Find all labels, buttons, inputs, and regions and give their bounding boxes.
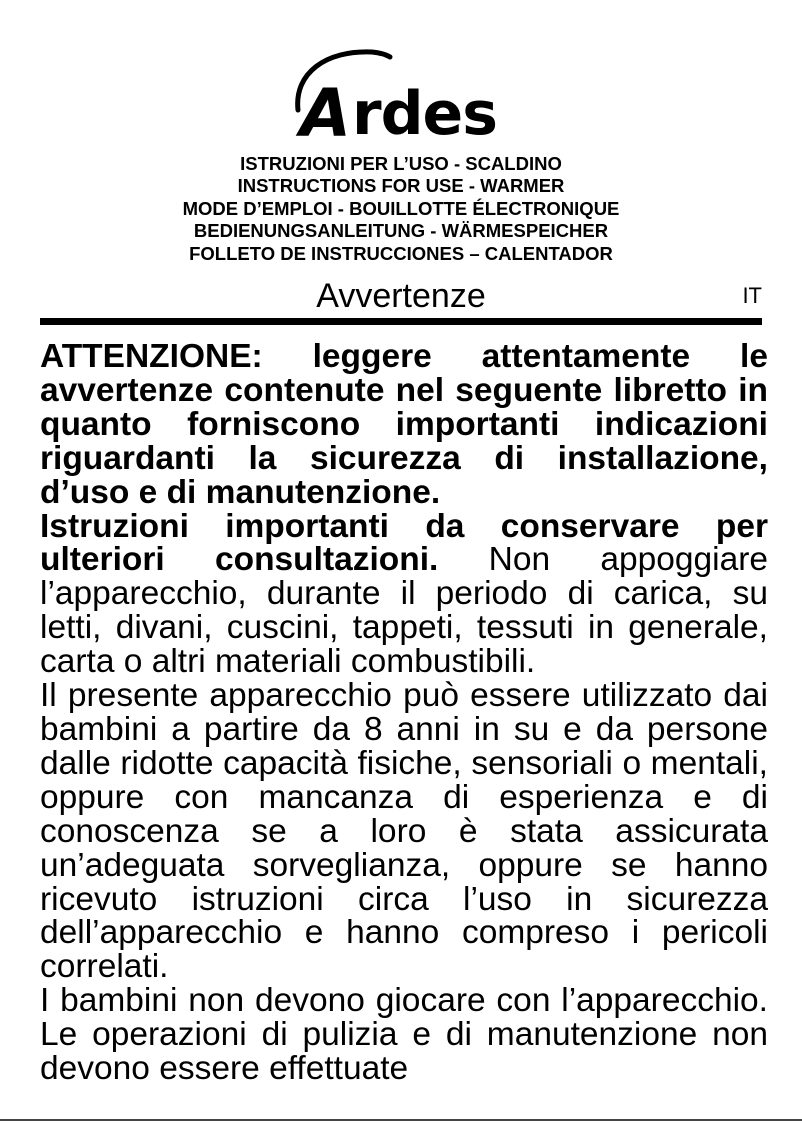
title-en: INSTRUCTIONS FOR USE - WARMER: [237, 175, 565, 197]
title-es: FOLLETO DE INSTRUCCIONES – CALENTADOR: [189, 242, 613, 264]
language-code: IT: [742, 283, 762, 308]
warnings-body: [40, 340, 768, 1086]
warning-paragraph: ATTENZIONE: leggere attentamente le avvertenze contenute nel seguente libretto in quanto forniscono importanti indicazioni riguardanti la sicurezza di installazione, d’uso e di manutenzione.: [40, 338, 768, 511]
title-de: BEDIENUNGSANLEITUNG - WÄRMESPEICHER: [193, 220, 609, 242]
svg-text:A: A: [300, 75, 352, 142]
section-header: [0, 275, 802, 317]
keep-paragraph: [40, 507, 768, 681]
title-it: ISTRUZIONI PER L’USO - SCALDINO: [240, 153, 562, 174]
svg-text:rdes: rdes: [352, 79, 497, 142]
page-bottom-edge: [0, 1119, 802, 1121]
section-divider: [40, 318, 762, 325]
ardes-logo: [286, 48, 522, 142]
placement-warning: Non appoggiare l’apparecchio, durante il periodo di carica, su letti, divani, cuscini, tappeti, tessuti in generale, carta o altri materiali combustibili.: [40, 541, 768, 681]
children-use-paragraph: Il presente apparecchio può essere utilizzato dai bambini a partire da 8 anni in su e da persone dalle ridotte capacità fisiche, sensoriali o mentali, oppure con mancanza di esperienza e di conoscenza se a loro è stata assicurata un’adeguata sorveglianza, oppure se hanno ricevuto istruzioni circa l’uso in sicurezza dell’apparecchio e hanno compreso i pericoli correlati.: [40, 677, 768, 986]
manual-titles: [0, 153, 802, 265]
title-fr: MODE D’EMPLOI - BOUILLOTTE ÉLECTRONIQUE: [182, 197, 620, 219]
keep-instructions-bold: Istruzioni importanti da conservare per ulteriori consultazioni.: [40, 507, 768, 579]
children-play-paragraph: I bambini non devono giocare con l’apparecchio. Le operazioni di pulizia e di manutenzione non devono essere effettuate: [40, 982, 768, 1088]
section-title: Avvertenze: [316, 277, 486, 315]
